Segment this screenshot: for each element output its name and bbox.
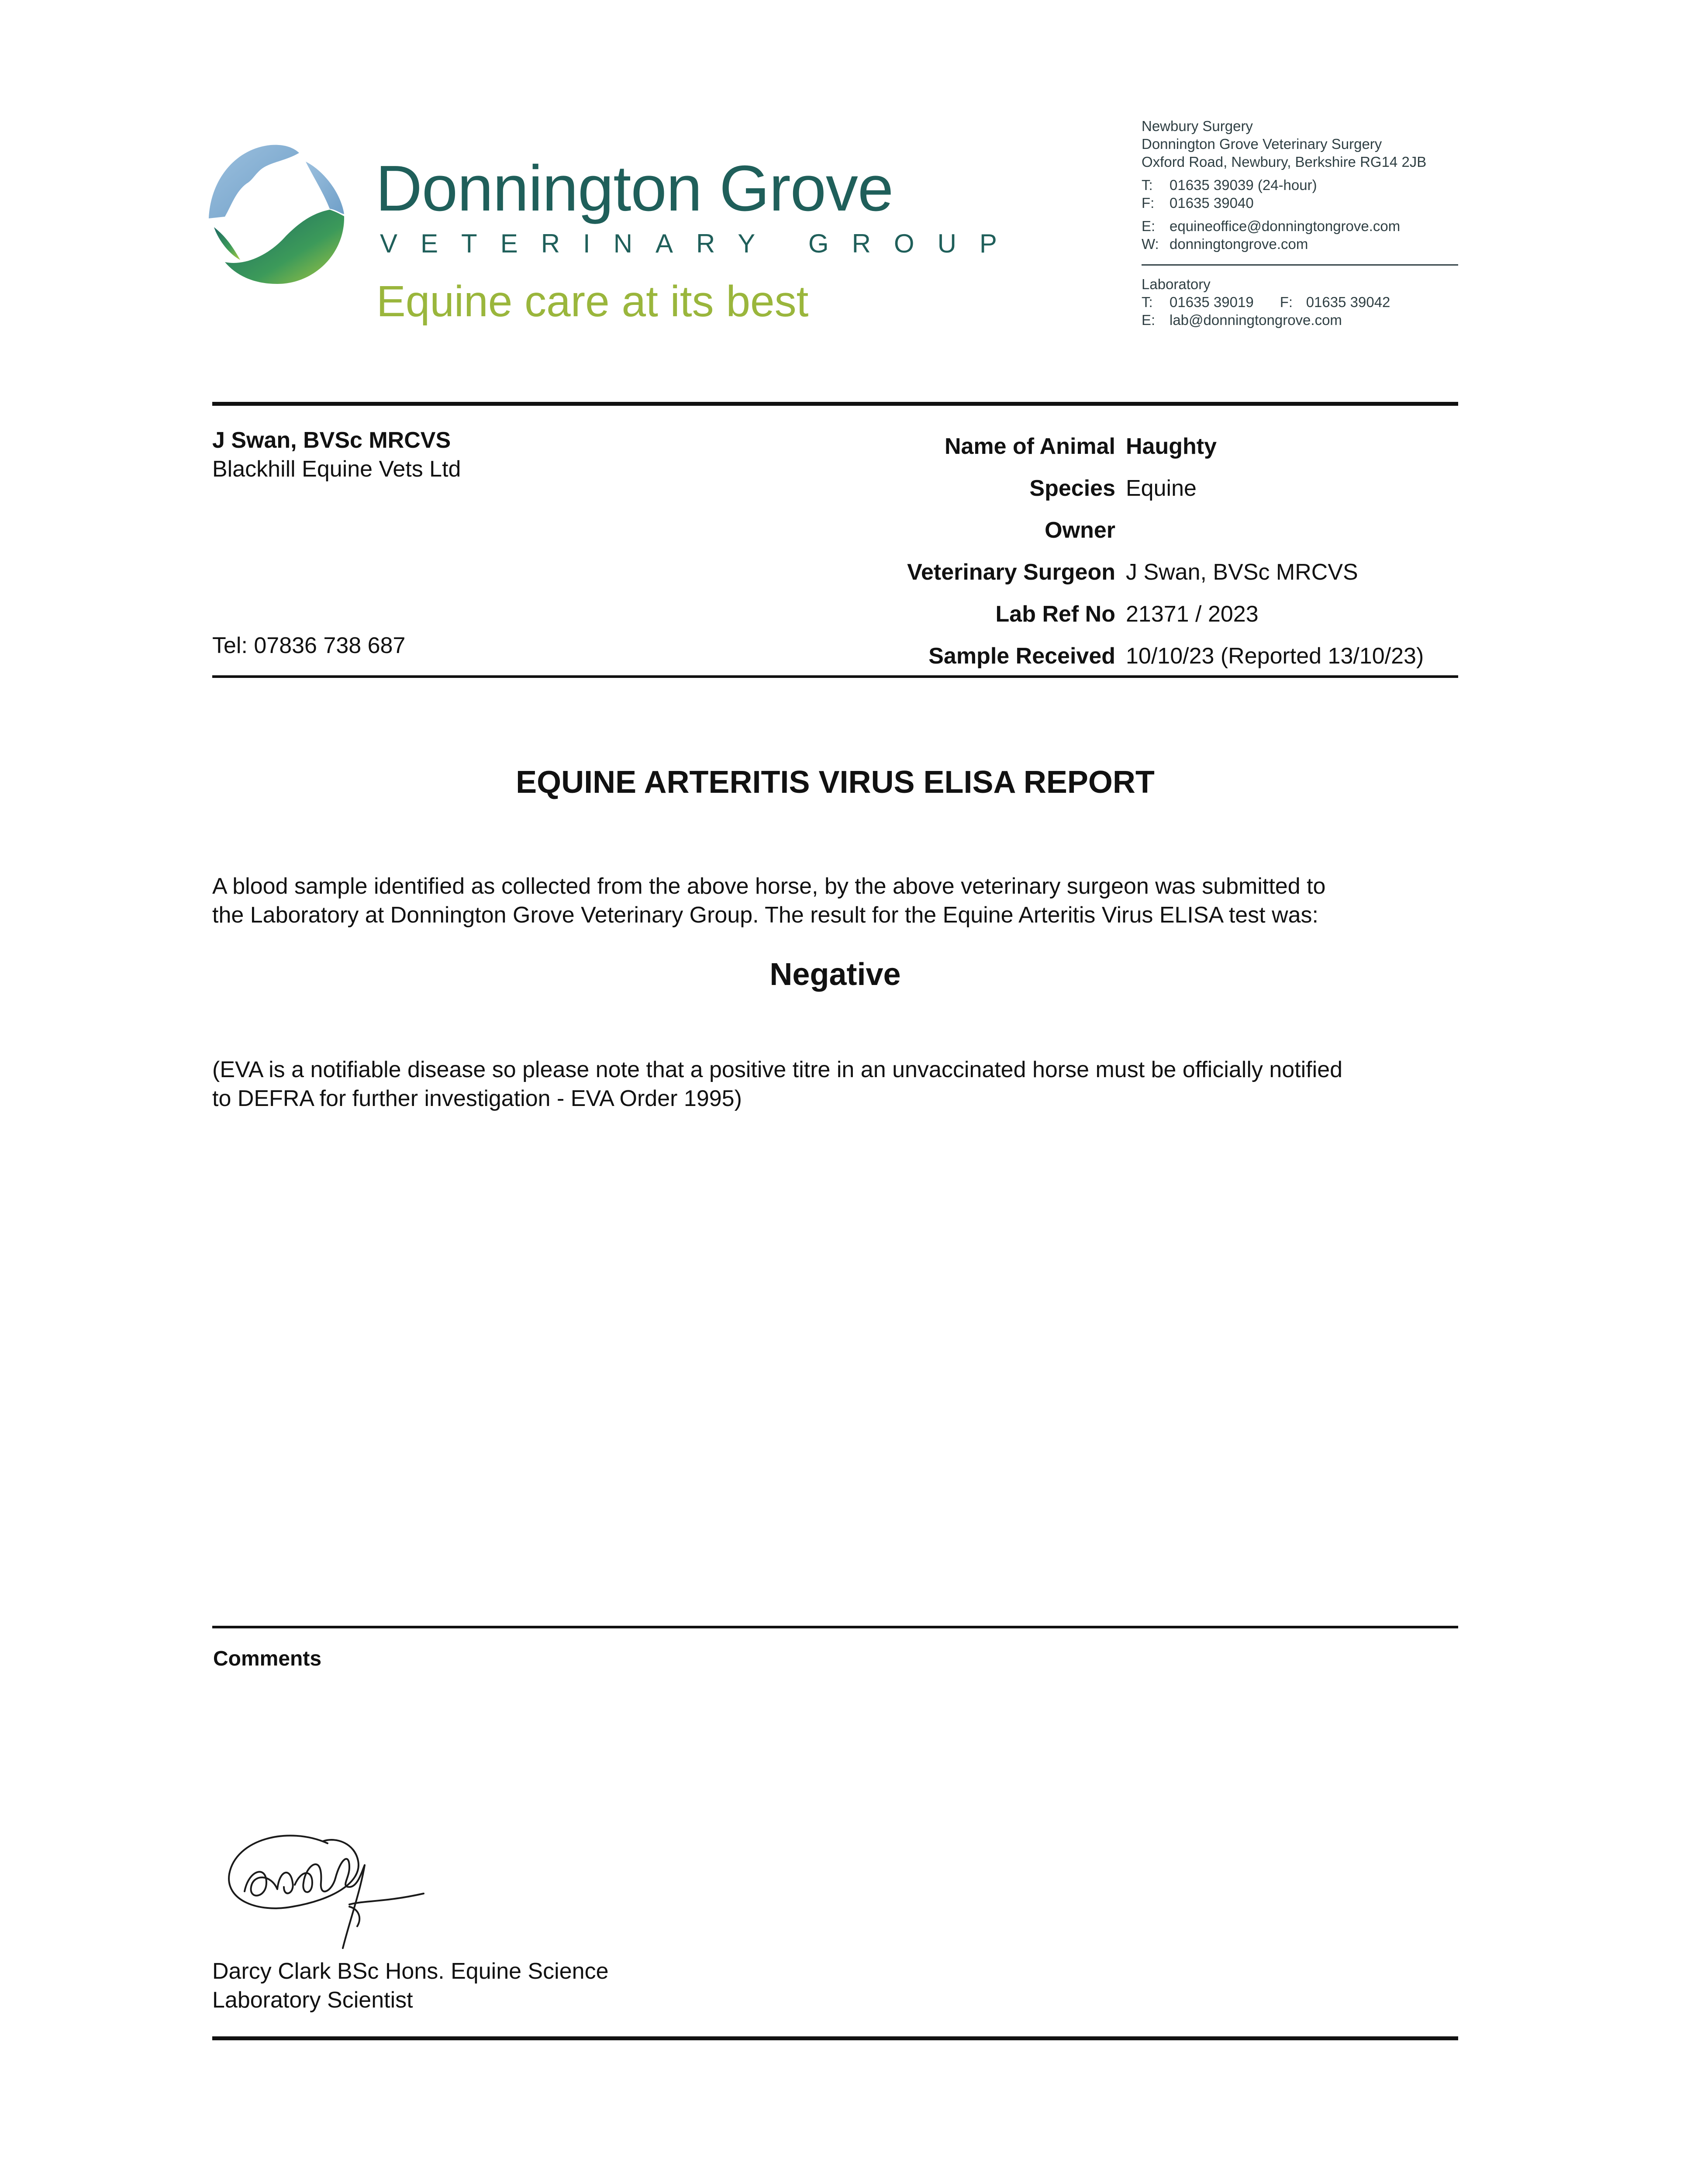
surgery-web-label: W: [1142,236,1159,252]
note-line: to DEFRA for further investigation - EVA Order 1995) [212,1086,742,1111]
report-paragraph-line: the Laboratory at Donnington Grove Veterinary Group. The result for the Equine Arteritis Virus ELISA test was: [212,902,1318,928]
detail-row-sample-received [830,635,1459,677]
sample-details [830,425,1459,677]
signatory-name: Darcy Clark BSc Hons. Equine Science [212,1959,609,1984]
notifiable-disease-note [212,1055,1461,1113]
surgery-address-line2: Oxford Road, Newbury, Berkshire RG14 2JB [1142,154,1427,170]
signatory-role: Laboratory Scientist [212,1987,413,2013]
brand-subtitle: VETERINARY GROUP [380,229,1020,258]
detail-row-surgeon [830,551,1459,593]
footer-divider [212,2036,1458,2040]
surgery-heading: Newbury Surgery [1142,118,1253,134]
detail-label: Lab Ref No [995,601,1115,627]
lab-fax: 01635 39042 [1306,294,1390,310]
details-divider [212,675,1458,678]
detail-value: J Swan, BVSc MRCVS [1126,560,1358,585]
detail-label: Species [1029,476,1115,501]
brand-name: Donnington Grove [376,152,894,225]
laboratory-heading: Laboratory [1142,276,1211,292]
header-divider [212,402,1458,406]
surgery-email-label: E: [1142,218,1156,234]
addressee-practice: Blackhill Equine Vets Ltd [212,456,461,482]
comments-label: Comments [213,1647,322,1670]
comments-divider [212,1626,1458,1628]
detail-label: Name of Animal [944,434,1115,459]
lab-email-link[interactable]: lab@donningtongrove.com [1170,312,1342,328]
surgery-tel-label: T: [1142,177,1153,193]
lab-email-label: E: [1142,312,1156,328]
report-paragraph-line: A blood sample identified as collected from the above horse, by the above veterinary surgeon was submitted to [212,874,1326,899]
detail-row-lab-ref [830,593,1459,635]
test-result: Negative [769,957,901,992]
addressee-name: J Swan, BVSc MRCVS [212,428,451,453]
company-logo-icon [205,140,349,288]
contact-divider [1142,264,1458,266]
lab-tel: 01635 39019 [1170,294,1254,310]
surgery-web-link[interactable]: donningtongrove.com [1170,236,1308,252]
detail-value: 10/10/23 (Reported 13/10/23) [1126,643,1424,669]
addressee-block [212,426,461,484]
surgery-tel: 01635 39039 (24-hour) [1170,177,1317,193]
detail-label: Owner [1045,518,1115,543]
detail-value: 21371 / 2023 [1126,601,1259,627]
surgery-contact-block [1142,117,1456,253]
detail-label: Sample Received [928,643,1115,669]
detail-row-owner [830,509,1459,551]
detail-value: Haughty [1126,434,1217,459]
signature-icon [218,1817,445,1961]
surgery-email-link[interactable]: equineoffice@donningtongrove.com [1170,218,1401,234]
surgery-address-line1: Donnington Grove Veterinary Surgery [1142,136,1382,152]
signatory-block [212,1957,609,2015]
detail-value: Equine [1126,476,1197,501]
addressee-tel: Tel: 07836 738 687 [212,633,406,658]
surgery-fax: 01635 39040 [1170,195,1254,211]
lab-fax-label: F: [1280,294,1293,310]
laboratory-contact-block [1142,275,1456,329]
note-line: (EVA is a notifiable disease so please note that a positive titre in an unvaccinated horse must be officially notified [212,1057,1343,1082]
detail-row-animal [830,425,1459,467]
brand-tagline: Equine care at its best [376,277,809,326]
surgery-fax-label: F: [1142,195,1155,211]
report-title: EQUINE ARTERITIS VIRUS ELISA REPORT [516,765,1155,800]
report-paragraph [212,872,1461,930]
lab-tel-label: T: [1142,294,1153,310]
detail-row-species [830,467,1459,509]
detail-label: Veterinary Surgeon [907,560,1115,585]
